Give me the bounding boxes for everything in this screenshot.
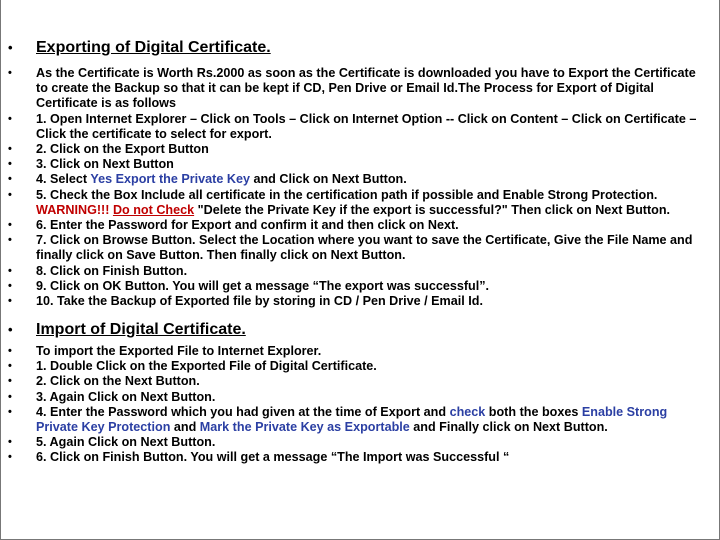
bullet: • [8,279,12,292]
export-step-5-text: 5. Check the Box Include all certificate in the certification path if possible and Enable Strong Protection. [36,187,658,202]
bullet: • [8,405,12,418]
export-step-10-text: 10. Take the Backup of Exported file by storing in CD / Pen Drive / Email Id. [36,294,483,309]
import-step-3 [1,390,720,405]
bullet: • [8,345,12,357]
bullet: • [8,234,12,247]
import-step-1-text: 1. Double Click on the Exported File of Digital Certificate. [36,359,377,374]
export-step-9 [1,279,720,294]
export-step-6 [1,218,720,233]
bullet: • [8,67,12,79]
export-step-5-text-end: "Delete the Private Key if the export is successful?" Then click on Next Button. [194,202,671,217]
bullet: • [8,173,12,186]
import-steps [1,344,720,466]
do-not-check-text: Do not Check [112,202,195,217]
bullet: • [8,451,12,464]
export-step-9-text: 9. Click on OK Button. You will get a message “The export was successful”. [36,278,490,293]
bullet: • [8,143,12,156]
bullet: • [8,390,12,403]
export-step-3 [1,157,720,172]
highlight-text: Yes Export the Private Key [90,172,250,187]
import-heading: Import of Digital Certificate. [36,321,246,338]
export-step-2 [1,142,720,157]
import-heading-row [1,320,720,339]
import-step-4-text-mid: both the boxes [485,404,582,419]
export-step-8 [1,264,720,279]
export-steps [1,66,720,309]
export-heading-row [1,38,720,57]
bullet: • [8,295,12,308]
export-step-2-text: 2. Click on the Export Button [36,142,209,157]
import-step-4-text-and: and [170,420,200,435]
export-step-1-text: 1. Open Internet Explorer – Click on Tools – Click on Internet Option -- Click on Content – Click on Certificate – Click the certificate to select for export. [36,111,697,141]
export-heading: Exporting of Digital Certificate. [36,39,271,56]
import-intro-text: To import the Exported File to Internet Explorer. [36,344,322,358]
highlight-text: Enable Strong Private Key Protection [36,404,668,435]
export-intro [1,66,720,112]
bullet: • [8,40,13,55]
export-step-8-text: 8. Click on Finish Button. [36,263,188,278]
bullet: • [8,188,12,201]
export-step-5 [1,188,720,218]
bullet: • [8,158,12,171]
bullet: • [8,219,12,232]
check-text: check [449,404,486,419]
import-step-6-text: 6. Click on Finish Button. You will get a message “The Import was Successful “ [36,450,510,465]
export-section [1,38,720,57]
export-step-4 [1,172,720,187]
import-step-4-text-end: and Finally click on Next Button. [409,420,608,435]
import-step-2 [1,374,720,389]
import-step-6 [1,450,720,465]
import-step-1 [1,359,720,374]
import-step-4 [1,405,720,435]
export-step-3-text: 3. Click on Next Button [36,157,174,172]
import-step-4-text: 4. Enter the Password which you had given at the time of Export and [36,404,450,419]
import-step-5-text: 5. Again Click on Next Button. [36,435,216,450]
warning-text: WARNING!!! [36,202,110,217]
export-intro-text: As the Certificate is Worth Rs.2000 as soon as the Certificate is downloaded you have to Export the Certificate to create the Backup so that it can be kept if CD, Pen Drive or Email Id.The Process for Export of Digital Certificate is as follows [36,66,696,111]
import-intro [1,344,720,359]
bullet: • [8,112,12,125]
import-step-5 [1,435,720,450]
bullet: • [8,375,12,388]
import-section [1,320,720,339]
bullet: • [8,436,12,449]
highlight-text: Mark the Private Key as Exportable [199,420,410,435]
bullet: • [8,360,12,373]
export-step-4-text-end: and Click on Next Button. [249,172,407,187]
export-step-4-text: 4. Select [36,172,91,187]
import-step-2-text: 2. Click on the Next Button. [36,374,200,389]
bullet: • [8,264,12,277]
export-step-6-text: 6. Enter the Password for Export and confirm it and then click on Next. [36,218,459,233]
bullet: • [8,322,13,337]
export-step-7 [1,233,720,263]
export-step-7-text: 7. Click on Browse Button. Select the Location where you want to save the Certificate, Give the File Name and finally click on Save Button. Then finally click on Next Button. [36,233,693,263]
import-step-3-text: 3. Again Click on Next Button. [36,389,216,404]
export-step-10 [1,294,720,309]
export-step-1 [1,112,720,142]
